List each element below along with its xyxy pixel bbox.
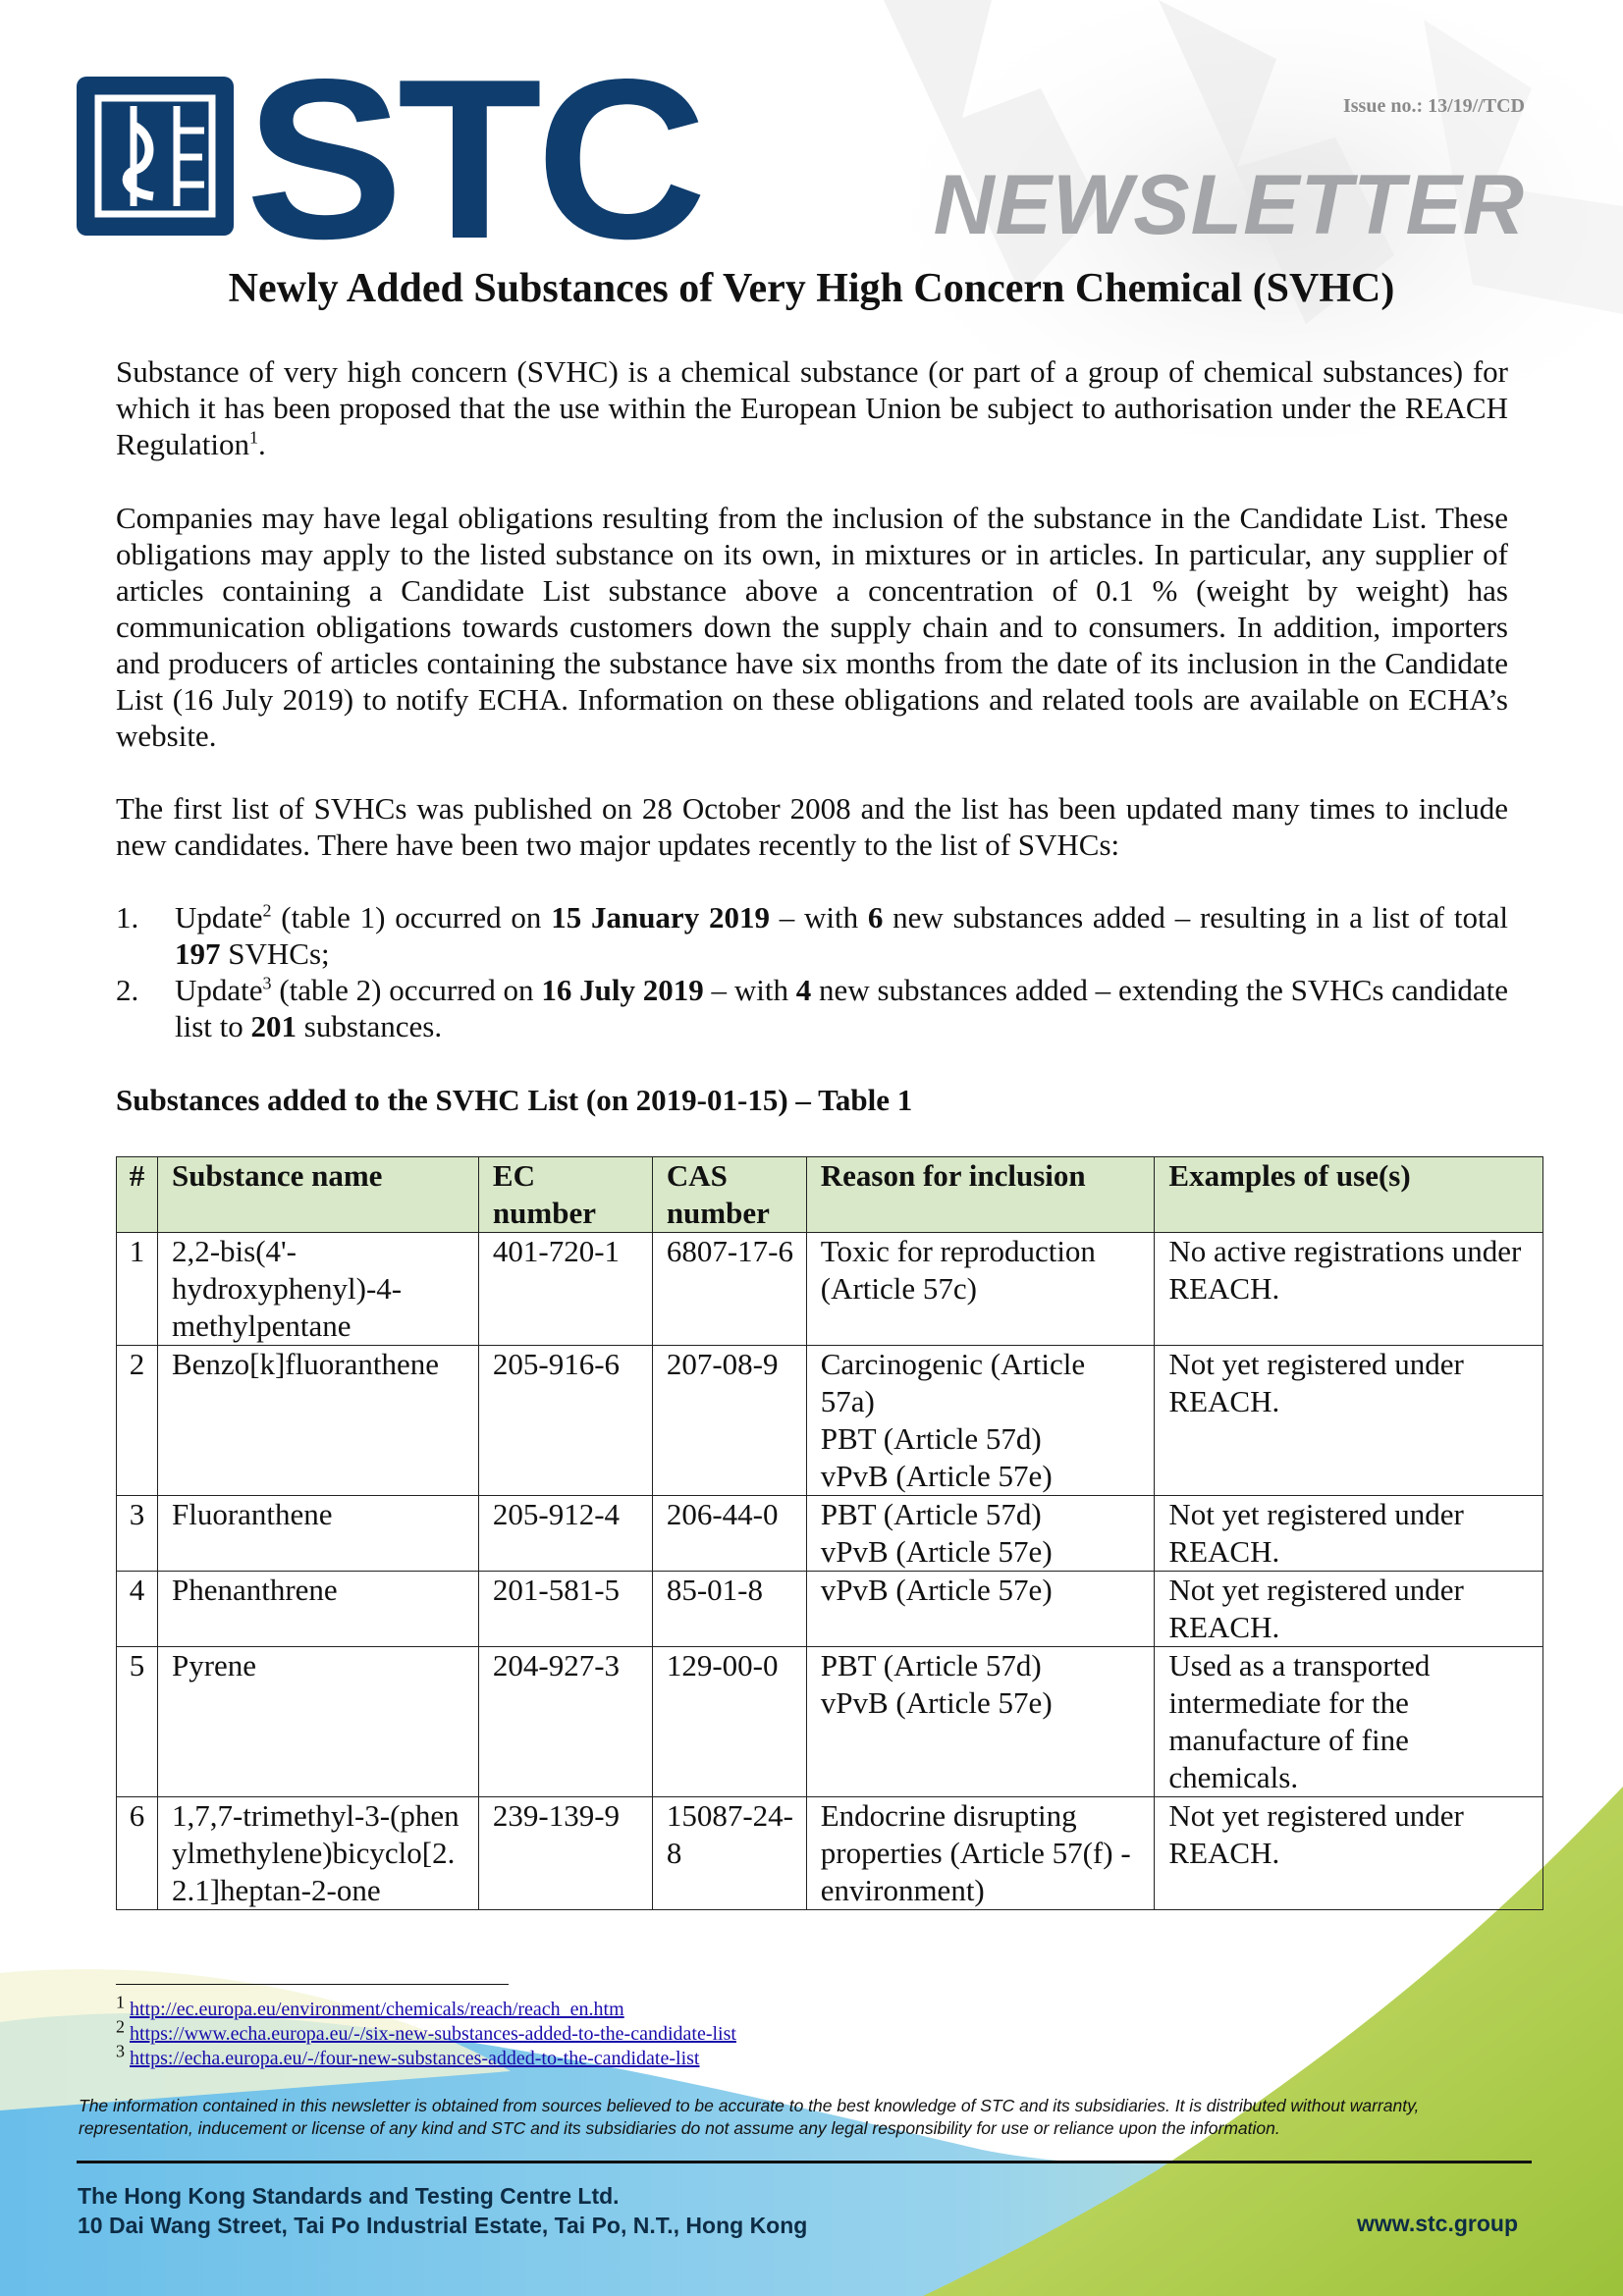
table-row	[117, 1496, 1543, 1572]
footnote-marker: 1	[116, 1992, 125, 2012]
col-header-number: #	[117, 1157, 158, 1233]
cell-number: 3	[117, 1496, 158, 1572]
cell-number: 4	[117, 1572, 158, 1647]
cell-ec: 239-139-9	[478, 1797, 652, 1910]
newsletter-label: NEWSLETTER	[933, 158, 1525, 252]
cell-substance: 2,2-bis(4'-hydroxyphenyl)-4-methylpentane	[157, 1233, 478, 1346]
col-header-reason: Reason for inclusion	[806, 1157, 1155, 1233]
cell-uses: Not yet registered under REACH.	[1155, 1797, 1543, 1910]
cell-reason: PBT (Article 57d) vPvB (Article 57e)	[806, 1647, 1155, 1797]
company-name: The Hong Kong Standards and Testing Centre Ltd.	[78, 2183, 620, 2209]
cell-ec: 401-720-1	[478, 1233, 652, 1346]
cell-cas: 6807-17-6	[652, 1233, 806, 1346]
cell-uses: No active registrations under REACH.	[1155, 1233, 1543, 1346]
cell-reason: PBT (Article 57d) vPvB (Article 57e)	[806, 1496, 1155, 1572]
stc-logo-wordmark: STC	[245, 32, 701, 287]
cell-number: 2	[117, 1346, 158, 1496]
update-text: SVHCs;	[220, 936, 330, 971]
update-date: 15 January 2019	[551, 900, 770, 934]
cell-substance: Phenanthrene	[157, 1572, 478, 1647]
cell-substance: Pyrene	[157, 1647, 478, 1797]
cell-uses: Not yet registered under REACH.	[1155, 1572, 1543, 1647]
history-paragraph: The first list of SVHCs was published on 28 October 2008 and the list has been updated many times to include new candidates. There have been two major updates recently to the list of SVHCs:	[116, 791, 1508, 862]
company-address: 10 Dai Wang Street, Tai Po Industrial Estate, Tai Po, N.T., Hong Kong	[78, 2213, 808, 2238]
update-text: new substances added – extending the SVHCs candidate list to	[175, 973, 1508, 1043]
disclaimer: The information contained in this newsletter is obtained from sources believed to be accurate to the best knowledge of STC and its subsidiaries. It is distributed without warranty, representation, inducement or license of any kind and STC and its subsidiaries do not assume any legal responsibility for use or reliance upon the information.	[79, 2096, 1420, 2138]
table-row	[117, 1647, 1543, 1797]
cell-reason: Toxic for reproduction (Article 57c)	[806, 1233, 1155, 1346]
cell-ec: 201-581-5	[478, 1572, 652, 1647]
svhc-table	[116, 1156, 1543, 1910]
cell-ec: 205-912-4	[478, 1496, 652, 1572]
update-count: 6	[867, 900, 884, 934]
cell-ec: 205-916-6	[478, 1346, 652, 1496]
cell-reason: Carcinogenic (Article 57a) PBT (Article 57d) vPvB (Article 57e)	[806, 1346, 1155, 1496]
table-row	[117, 1572, 1543, 1647]
cell-substance: 1,7,7-trimethyl-3-(phenylmethylene)bicyclo[2.2.1]heptan-2-one	[157, 1797, 478, 1910]
cell-reason: vPvB (Article 57e)	[806, 1572, 1155, 1647]
company-info	[78, 2181, 807, 2240]
intro-period: .	[258, 427, 266, 461]
stc-logo-icon	[77, 77, 234, 236]
cell-substance: Benzo[k]fluoranthene	[157, 1346, 478, 1496]
cell-cas: 15087-24-8	[652, 1797, 806, 1910]
document-title: Newly Added Substances of Very High Concern Chemical (SVHC)	[228, 266, 1395, 311]
col-header-substance: Substance name	[157, 1157, 478, 1233]
footnote-marker: 3	[116, 2041, 125, 2061]
col-header-uses: Examples of use(s)	[1155, 1157, 1543, 1233]
update-count: 4	[795, 973, 812, 1007]
update-text: Update	[175, 900, 263, 934]
table-header-row	[117, 1157, 1543, 1233]
intro-text: Substance of very high concern (SVHC) is a chemical substance (or part of a group of chemical substances) for which it has been proposed that the use within the European Union be subject to authorisation under the REACH Regulation	[116, 354, 1508, 461]
list-number: 1.	[116, 900, 139, 934]
update-text: (table 2) occurred on	[271, 973, 542, 1007]
cell-uses: Used as a transported intermediate for the manufacture of fine chemicals.	[1155, 1647, 1543, 1797]
update-text: – with	[703, 973, 796, 1007]
footnotes	[116, 1992, 736, 2071]
footnote-ref-1: 1	[249, 427, 259, 448]
footnote-3	[116, 2041, 736, 2071]
footnote-link-1[interactable]: http://ec.europa.eu/environment/chemicals/reach/reach_en.htm	[130, 1999, 624, 2020]
col-header-ec: EC number	[478, 1157, 652, 1233]
cell-cas: 129-00-0	[652, 1647, 806, 1797]
cell-cas: 206-44-0	[652, 1496, 806, 1572]
update-text: (table 1) occurred on	[271, 900, 552, 934]
table-row	[117, 1797, 1543, 1910]
table-title: Substances added to the SVHC List (on 2019-01-15) – Table 1	[116, 1083, 913, 1117]
list-number: 2.	[116, 973, 139, 1007]
footnote-link-3[interactable]: https://echa.europa.eu/-/four-new-substances-added-to-the-candidate-list	[130, 2048, 700, 2069]
col-header-cas: CAS number	[652, 1157, 806, 1233]
cell-ec: 204-927-3	[478, 1647, 652, 1797]
update-text: substances.	[297, 1009, 443, 1043]
update-item-2	[116, 972, 1508, 1044]
update-text: new substances added – resulting in a list of total	[883, 900, 1508, 934]
footnote-ref-3: 3	[262, 973, 272, 993]
cell-number: 1	[117, 1233, 158, 1346]
cell-cas: 207-08-9	[652, 1346, 806, 1496]
footnote-2	[116, 2016, 736, 2047]
cell-reason: Endocrine disrupting properties (Article 57(f) - environment)	[806, 1797, 1155, 1910]
update-total: 197	[175, 936, 221, 971]
issue-number: Issue no.: 13/19//TCD	[1342, 95, 1525, 117]
footnote-marker: 2	[116, 2016, 125, 2037]
footnote-link-2[interactable]: https://www.echa.europa.eu/-/six-new-substances-added-to-the-candidate-list	[130, 2023, 736, 2045]
cell-number: 5	[117, 1647, 158, 1797]
website-link[interactable]: www.stc.group	[1357, 2211, 1518, 2236]
update-text: – with	[769, 900, 868, 934]
footnote-ref-2: 2	[262, 900, 272, 921]
cell-uses: Not yet registered under REACH.	[1155, 1346, 1543, 1496]
updates-list	[116, 899, 1508, 1044]
footnote-divider	[116, 1984, 509, 1985]
footer-divider	[77, 2161, 1532, 2163]
update-text: Update	[175, 973, 263, 1007]
cell-uses: Not yet registered under REACH.	[1155, 1496, 1543, 1572]
obligations-paragraph: Companies may have legal obligations resulting from the inclusion of the substance in the Candidate List. These obligations may apply to the listed substance on its own, in mixtures or in articles. In particular, any supplier of articles containing a Candidate List substance above a concentration of 0.1 % (weight by weight) has communication obligations towards customers down the supply chain and to consumers. In addition, importers and producers of articles containing the substance have six months from the date of its inclusion in the Candidate List (16 July 2019) to notify ECHA. Information on these obligations and related tools are available on ECHA’s website.	[116, 501, 1508, 753]
update-date: 16 July 2019	[541, 973, 704, 1007]
cell-number: 6	[117, 1797, 158, 1910]
table-row	[117, 1233, 1543, 1346]
update-item-1	[116, 899, 1508, 972]
update-total: 201	[250, 1009, 298, 1043]
cell-cas: 85-01-8	[652, 1572, 806, 1647]
intro-paragraph	[116, 353, 1508, 462]
table-row	[117, 1346, 1543, 1496]
cell-substance: Fluoranthene	[157, 1496, 478, 1572]
footnote-1	[116, 1992, 736, 2022]
